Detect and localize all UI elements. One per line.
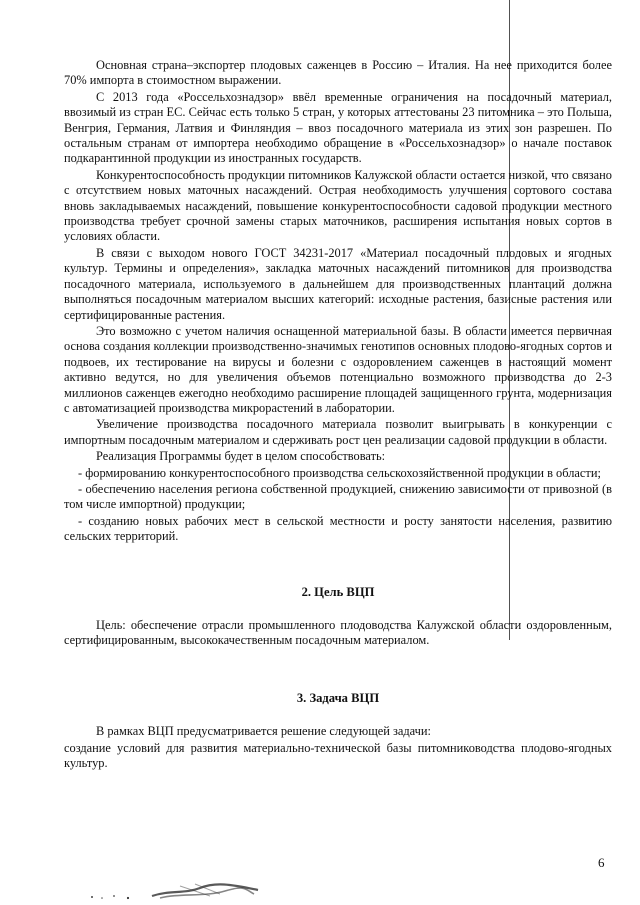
paragraph-material-base: Это возможно с учетом наличия оснащенной материальной базы. В области имеется первичная основа создания коллекции производственно-значимых генотипов основных плодово-ягодных сортов и подвоев, их тестирование на вирусы и болезни с оздоровлением саженцев в настоящий момент активно ведутся, но для увеличения объемов потенциально возможного производства до 2-3 миллионов саженцев ежегодно необходимо расширение площадей защищенного грунта, модернизация с автоматизацией производства микрорастений в лаборатории. (64, 323, 612, 415)
section-heading-task: 3. Задача ВЦП (296, 690, 380, 705)
task-text: создание условий для развития материально-технической базы питомниководства плодово-ягодных культур. (64, 740, 612, 771)
task-intro: В рамках ВЦП предусматривается решение следующей задачи: (96, 724, 431, 739)
paragraph-gost: В связи с выходом нового ГОСТ 34231-2017 «Материал посадочный плодовых и ягодных культур. Термины и определения», закладка маточных насаждений питомников для производства посадочного материала, используемого в дальнейшем для производственных плантаций должна выполняться посадочным материалом высших категорий: исходные растения, базисные растения или сертифицированные растения. (64, 245, 612, 322)
paragraph-export: Основная страна–экспортер плодовых саженцев в Россию – Италия. На нее приходится более 70% импорта в стоимостном выражении. (64, 58, 612, 88)
goal-text: Цель: обеспечение отрасли промышленного плодоводства Калужской области оздоровленным, сертифицированным, высококачественным посадочным материалом. (64, 618, 612, 648)
paragraph-competitiveness: Конкурентоспособность продукции питомников Калужской области остается низкой, что связано с отсутствием новых маточных насаждений. Острая необходимость улучшения сортового состава вновь закладываемых насаждений, повышение конкурентоспособности садовой продукции местного производства требует срочной замены старых маточников, расширения испытания новых сортов в условиях области. (64, 167, 612, 244)
page-number: 6 (598, 855, 605, 870)
paragraph-restrictions: С 2013 года «Россельхознадзор» ввёл временные ограничения на посадочный материал, ввозимый из стран ЕС. Сейчас есть только 5 стран, у которых аттестованы 23 питомника – это Польша, Венгрия, Германия, Латвия и Финляндия – ввоз посадочного материала из этих зон разрешен. По остальным странам от импортера необходимо обращение в «Россельхознадзор» о начале поставок подкарантинной продукции из иностранных государств. (64, 89, 612, 166)
list-item: - формированию конкурентоспособного производства сельскохозяйственной продукции в области; (78, 465, 601, 480)
document-body (64, 58, 612, 772)
section-heading-goal: 2. Цель ВЦП (301, 584, 375, 599)
paragraph-increase: Увеличение производства посадочного материала позволит выигрывать в конкуренции с импортным посадочным материалом и сдерживать рост цен реализации садовой продукции в области. (64, 417, 612, 447)
program-effects-list (64, 466, 612, 545)
list-item: - созданию новых рабочих мест в сельской местности и росту занятости населения, развитию сельских территорий. (64, 513, 612, 544)
scan-specks (88, 893, 148, 901)
paragraph-program: Реализация Программы будет в целом способствовать: (96, 449, 386, 464)
list-item: - обеспечению населения региона собственной продукцией, снижению зависимости от привозной (в том числе импортной) продукции; (64, 481, 612, 512)
signature-smudge (150, 880, 260, 900)
